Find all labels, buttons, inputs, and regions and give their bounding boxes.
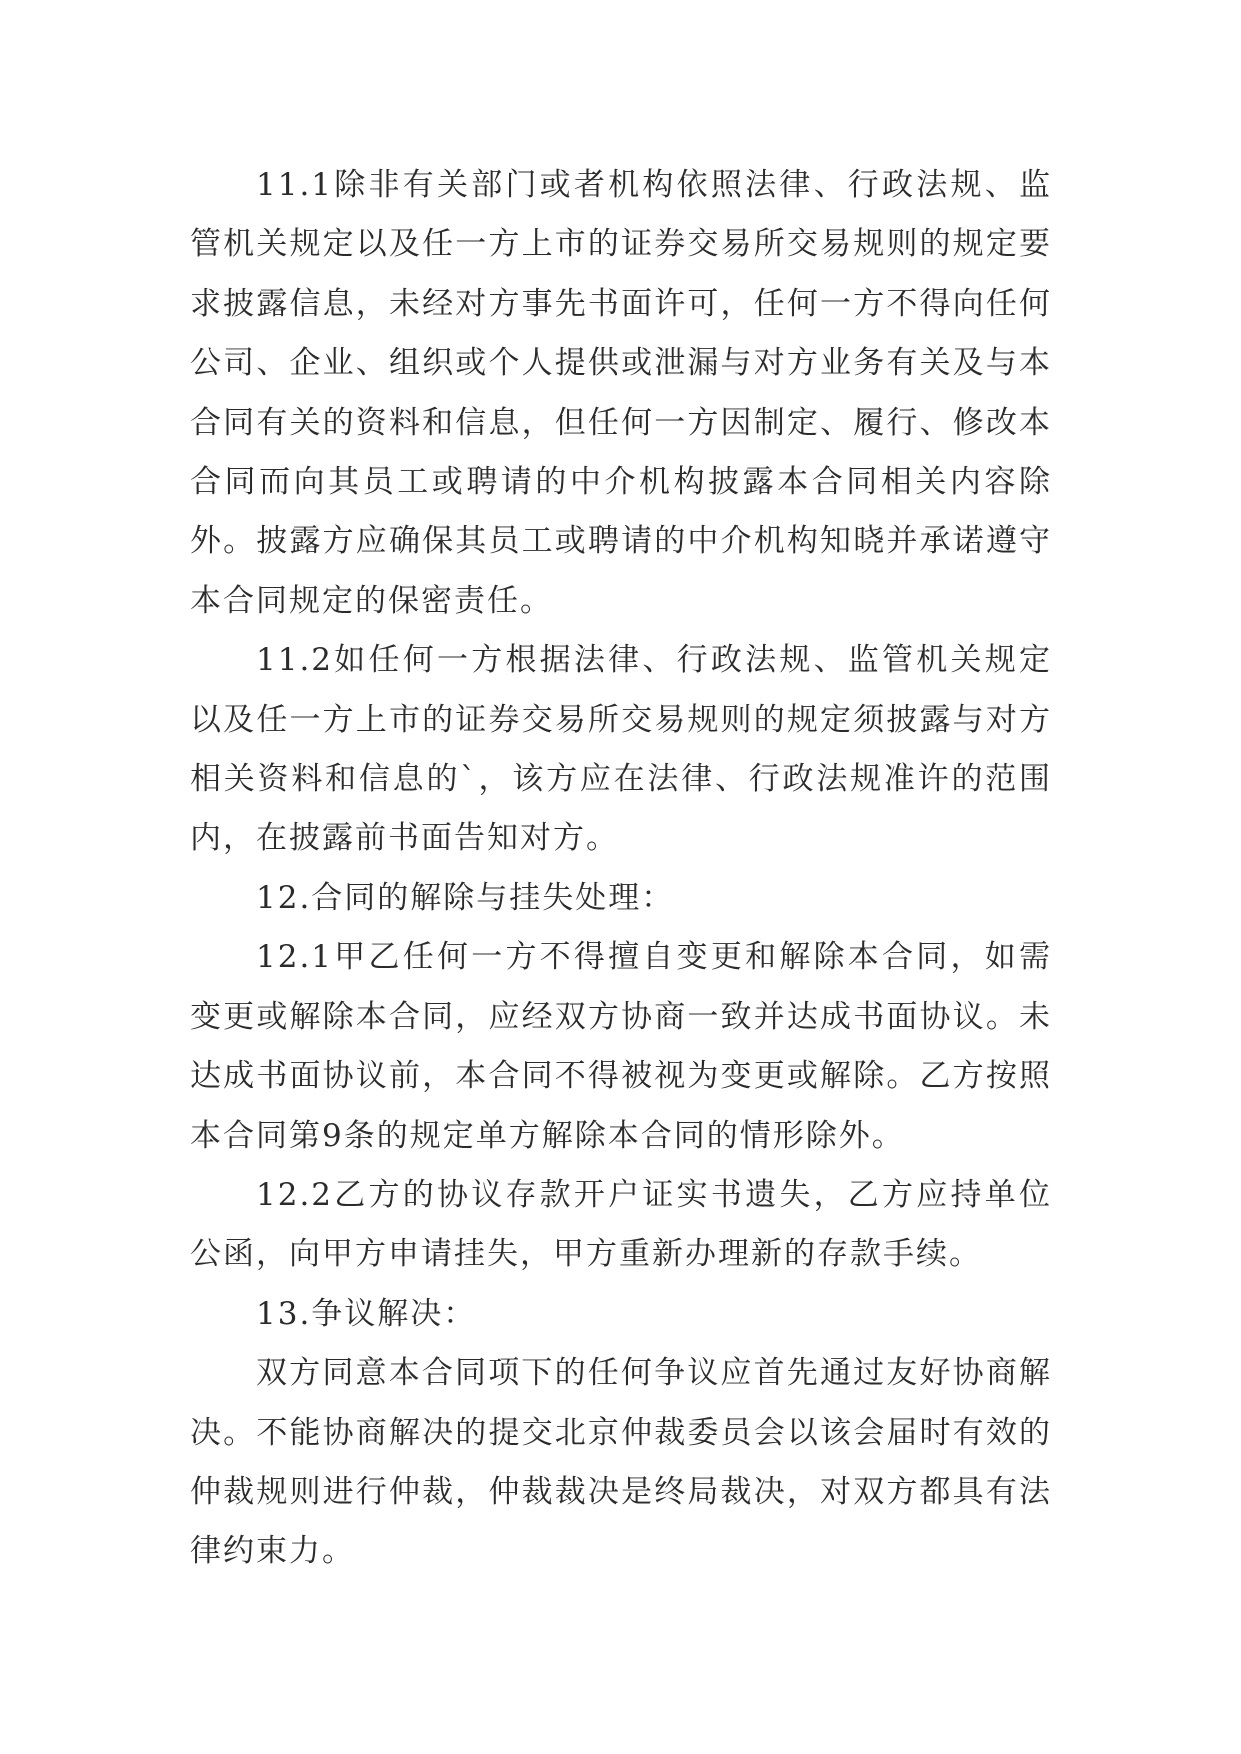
clause-12-2: 12.2乙方的协议存款开户证实书遗失，乙方应持单位公函，向甲方申请挂失，甲方重新办理新的存款手续。 [190,1176,1052,1273]
clause-11-1: 11.1除非有关部门或者机构依照法律、行政法规、监管机关规定以及任一方上市的证券交易所交易规则的规定要求披露信息，未经对方事先书面许可，任何一方不得向任何公司、企业、组织或个人提供或泄漏与对方业务有关及与本合同有关的资料和信息，但任何一方因制定、履行、修改本合同而向其员工或聘请的中介机构披露本合同相关内容除外。披露方应确保其员工或聘请的中介机构知晓并承诺遵守本合同规定的保密责任。 [190,167,1052,619]
document-body [190,156,1052,1582]
section-13-heading: 13.争议解决： [256,1295,477,1332]
section-12-heading: 12.合同的解除与挂失处理： [256,879,675,916]
clause-12-1: 12.1甲乙任何一方不得擅自变更和解除本合同，如需变更或解除本合同，应经双方协商一致并达成书面协议。未达成书面协议前，本合同不得被视为变更或解除。乙方按照本合同第9条的规定单方解除本合同的情形除外。 [190,939,1052,1154]
clause-11-2: 11.2如任何一方根据法律、行政法规、监管机关规定以及任一方上市的证券交易所交易规则的规定须披露与对方相关资料和信息的`，该方应在法律、行政法规准许的范围内，在披露前书面告知对方。 [190,642,1052,857]
clause-13-body: 双方同意本合同项下的任何争议应首先通过友好协商解决。不能协商解决的提交北京仲裁委员会以该会届时有效的仲裁规则进行仲裁，仲裁裁决是终局裁决，对双方都具有法律约束力。 [190,1355,1052,1570]
